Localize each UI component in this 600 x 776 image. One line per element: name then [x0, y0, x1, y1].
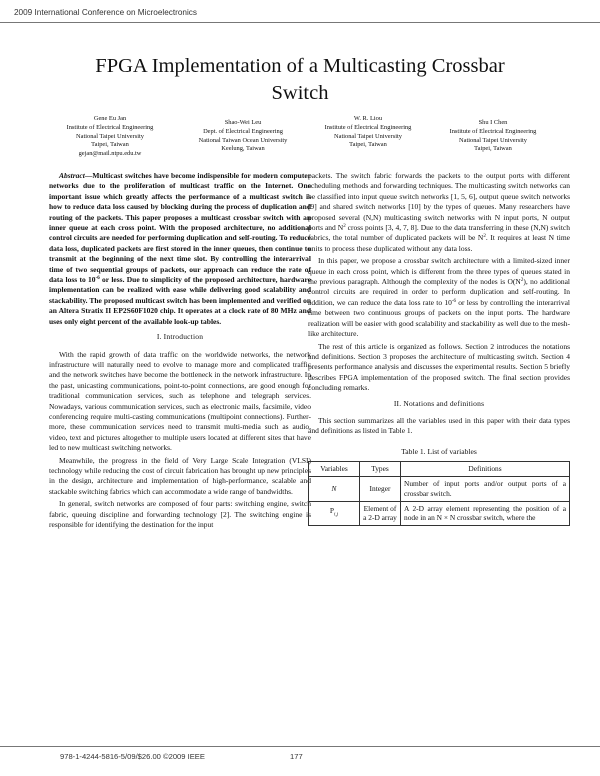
author-block-1	[55, 115, 165, 159]
intro-paragraph-2: Meanwhile, the progress in the field of Very Large Scale Integration (VLSI) technology while reducing the cost of circuit fabrication has brought up new principles in the design, architecture and implementation of high-performance, scalable and stackable switching fabrics which can accommodate a wide range of bandwidths.	[49, 455, 311, 496]
body-paragraph-3: The rest of this article is organized as follows. Section 2 introduces the notations and definitions. Section 3 proposes the architecture of multicasting switch. Section 4 presents performance analysis and discusses the experimental results. Section 5 briefly describes FPGA implementation of the proposed switch. The final section provides concluding remarks.	[308, 341, 570, 393]
table-header-cell: Types	[360, 462, 401, 477]
table-cell-type: Integer	[360, 476, 401, 501]
body-paragraph-1: packets. The switch fabric forwards the packets to the output ports with different scheduling methods and forwarding techniques. The multicasting switch networks can be classified into input queue switch networks [1, 5, 6], output queue switch networks [9] and shared switch networks [10] by the types of queues. Many researchers have proposed several (N,N) multicasting switch networks with N input ports, N output ports and $N^2$ cross points [3, 4, 7, 8]. Due to the data transferring in these (N,N) switch fabrics, the total number of duplicated packets will be $N^2$. It requires at least N time units to process these duplicated without any data loss.	[308, 171, 571, 253]
body-paragraph-2: In this paper, we propose a crossbar switch architecture with a limited-sized inner queue in each cross point, which is different from the three types of queues stated in the previous paragraph. Although the complexity of the nodes is $O(N^2)$, no additional control circuits are required in order to perform duplication and self-routing. In addition, we can reduce the data loss rate to $10^{-6}$ or less by controlling the interarrival time between two continuous groups of packets on the input ports. The hardware realization will be easier with good scalability and stackability as well due to the mesh-like architecture.	[308, 256, 571, 339]
author-affiliation: Taipei, Taiwan	[474, 145, 512, 153]
table-cell-definition: A 2-D array element representing the position of a node in an N × N crossbar switch, where the	[401, 501, 570, 526]
table-caption: Table 1. List of variables	[401, 446, 477, 456]
section-heading-notations: II. Notations and definitions	[393, 398, 485, 408]
author-block-2	[177, 119, 309, 154]
header-rule	[0, 22, 600, 23]
author-name: W. R. Liou	[353, 115, 383, 122]
author-affiliation: Taipei, Taiwan	[91, 141, 129, 149]
author-affiliation: National Taiwan Ocean University	[198, 136, 288, 144]
author-affiliation: Taipei, Taiwan	[349, 141, 387, 149]
body-paragraph-4: This section summarizes all the variables used in this paper with their data types and definitions as listed in Table 1.	[308, 415, 570, 436]
table-cell-variable: $P_{i,j}$	[309, 501, 360, 526]
page-number: 177	[290, 752, 303, 761]
author-affiliation: Institute of Electrical Engineering	[449, 127, 537, 135]
author-affiliation: National Taipei University	[459, 136, 527, 144]
table-cell-type: Element of a 2-D array	[360, 501, 401, 526]
table-row	[309, 476, 570, 501]
author-affiliation: Institute of Electrical Engineering	[324, 123, 412, 131]
page-title	[40, 53, 560, 107]
author-affiliation: Dept. of Electrical Engineering	[203, 127, 283, 135]
footer-isbn: 978-1-4244-5816-5/09/$26.00 ©2009 IEEE	[60, 752, 205, 761]
author-affiliation: Keelung, Taiwan	[221, 145, 265, 153]
conference-header: 2009 International Conference on Microelectronics	[14, 8, 197, 17]
title-line-1: FPGA Implementation of a Multicasting Crossbar	[95, 55, 505, 77]
author-affiliation: National Taipei University	[334, 132, 402, 140]
table-cell-variable: N	[309, 476, 360, 501]
author-block-4	[437, 119, 549, 154]
table-cell-definition: Number of input ports and/or output ports of a crossbar switch.	[401, 476, 570, 501]
table-header-cell: Variables	[309, 462, 360, 477]
section-heading-introduction: I. Introduction	[156, 332, 204, 342]
author-affiliation: National Taipei University	[76, 132, 144, 140]
author-email: gejan@mail.ntpu.edu.tw	[78, 150, 142, 158]
table-header-row	[309, 462, 570, 477]
abstract-label: Abstract	[59, 171, 85, 180]
author-affiliation: Institute of Electrical Engineering	[66, 123, 154, 131]
footer-rule	[0, 746, 600, 747]
variables-table	[308, 461, 570, 526]
author-name: Shao-Wei Leu	[224, 119, 262, 126]
author-name: Shu I Chen	[478, 119, 508, 126]
abstract: Abstract—Multicast switches have become indispensible for modern computer networks due to the proliferation of multicast traffic on the Internet. One important issue which greatly affects the performance of a multicast switch is how to reduce data loss caused by blocking during the process of duplication and routing of the packets. This paper proposes a multicast crossbar switch with an inner queue at each cross point. With the proposed architecture, no additional control circuits are needed for performing duplication and self-routing. To reduce data loss, duplicated packets are first stored in the inner queues, then continue to transmit at the beginning of the next time slot. By controlling the interarrival time of two sequential groups of packets, our approach can reduce the rate of data loss to $10^{-6}$ or less. Due to simplicity of the proposed architecture, hardware implementation can be realized with ease while delivering good scalability and stackability. The proposed multicast switch has been implemented and verified on an Altera Stratix II EP2S60F1020 chip. It operates at a clock rate of 80 MHz and uses only eight percent of the available look-up tables.	[49, 171, 311, 326]
table-row	[309, 501, 570, 526]
table-header-cell: Definitions	[401, 462, 570, 477]
author-name: Gene Eu Jan	[93, 115, 127, 122]
right-column	[308, 171, 570, 526]
intro-paragraph-1: With the rapid growth of data traffic on the worldwide networks, the network infrastructure will naturally need to evolve to manage more and complicated traffic and the network switches have become the bottleneck in the network infrastructure. In the past, unicasting communications, point-to-point connections, are good enough for traditional communication services, such as telephone and telegraph services. Nowadays, various communication services, such as electronic mails, facsimile, video conferencing require multi-casting communications (multipoint connections). Further-more, these communication services need to transmit multi-media such as audio, video, text and pictures altogether to multiple users located at different sites that have led to new multicast switching networks.	[49, 349, 311, 453]
author-block-3	[312, 115, 424, 150]
left-column	[49, 171, 311, 532]
title-line-2: Switch	[271, 82, 329, 104]
intro-paragraph-3: In general, switch networks are composed of four parts: switching engine, switch fabric, queuing discipline and forwarding technology [2]. The switching engine is responsible for identifying the destination for the input	[49, 499, 311, 529]
